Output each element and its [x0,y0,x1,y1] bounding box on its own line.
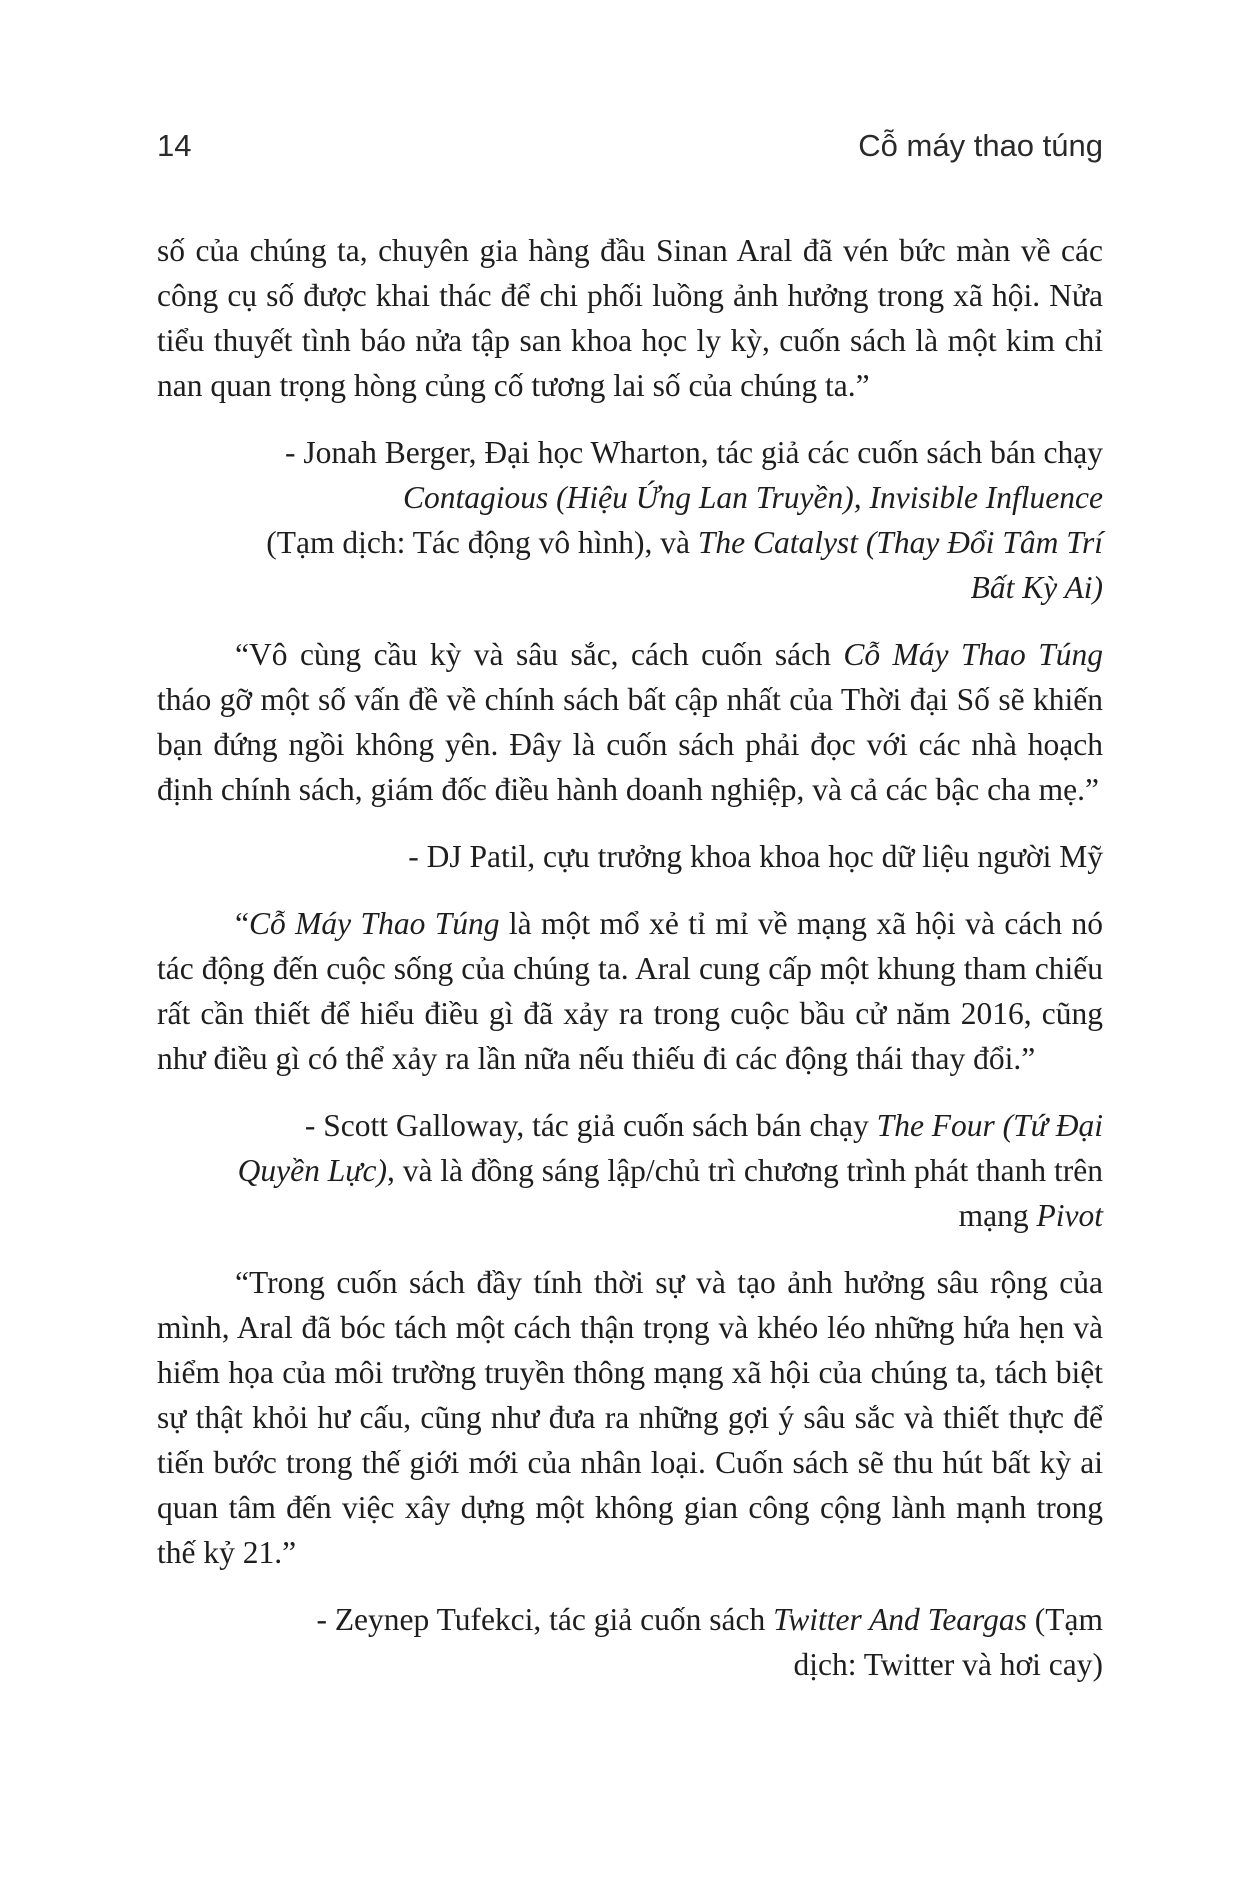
quote-text: là một mổ xẻ tỉ mỉ về mạng xã hội và cách nó tác động đến cuộc sống của chúng ta. Aral cung cấp một khung tham chiếu rất cần thiết để hiểu điều gì đã xảy ra trong cuộc bầu cử năm 2016, cũng như điều gì có thể xảy ra lần nữa nếu thiếu đi các động thái thay đổi.” [157,906,1103,1076]
attribution-text: - Jonah Berger, Đại học Wharton, tác giả các cuốn sách bán chạy [285,435,1103,470]
attribution-dj-patil [157,834,1103,879]
attribution-text: - DJ Patil, cựu trưởng khoa khoa học dữ liệu người Mỹ [408,839,1103,874]
attribution-text: mạng [958,1198,1037,1233]
book-title-italic: Bất Kỳ Ai) [970,570,1103,605]
quote-text: “Vô cùng cầu kỳ và sâu sắc, cách cuốn sách [235,637,844,672]
quote-text: tháo gỡ một số vấn đề về chính sách bất cập nhất của Thời đại Số sẽ khiến bạn đứng ngồi không yên. Đây là cuốn sách phải đọc với các nhà hoạch định chính sách, giám đốc điều hành doanh nghiệp, và cả các bậc cha mẹ.” [157,682,1103,807]
quote-zeynep-tufekci [157,1260,1103,1575]
book-title-italic: Cỗ Máy Thao Túng [843,637,1103,672]
attribution-text: (Tạm dịch: Tác động vô hình), và [266,525,698,560]
attribution-scott-galloway [157,1103,1103,1238]
attribution-text: - Zeynep Tufekci, tác giả cuốn sách [316,1602,774,1637]
quote-scott-galloway [157,901,1103,1081]
attribution-line [157,1103,1103,1148]
attribution-jonah-berger [157,430,1103,610]
quote-text: “ [235,906,249,941]
attribution-text: - Scott Galloway, tác giả cuốn sách bán chạy [304,1108,877,1143]
book-title-italic: Quyền Lực) [237,1153,387,1188]
running-header [157,128,1103,172]
page-number: 14 [157,128,192,163]
page-body [157,228,1103,1687]
attribution-text: dịch: Twitter và hơi cay) [793,1647,1103,1682]
book-title-italic: Pivot [1036,1198,1103,1233]
attribution-line [157,475,1103,520]
attribution-line [157,1193,1103,1238]
attribution-text: (Tạm [1026,1602,1103,1637]
attribution-text: , và là đồng sáng lập/chủ trì chương trình phát thanh trên [386,1153,1103,1188]
attribution-line [157,1642,1103,1687]
attribution-line [157,430,1103,475]
attribution-line [157,1148,1103,1193]
quote-text: “Trong cuốn sách đầy tính thời sự và tạo ảnh hưởng sâu rộng của mình, Aral đã bóc tách một cách thận trọng và khéo léo những hứa hẹn và hiểm họa của môi trường truyền thông mạng xã hội của chúng ta, tách biệt sự thật khỏi hư cấu, cũng như đưa ra những gợi ý sâu sắc và thiết thực để tiến bước trong thế giới mới của nhân loại. Cuốn sách sẽ thu hút bất kỳ ai quan tâm đến việc xây dựng một không gian công cộng lành mạnh trong thế kỷ 21.” [157,1265,1103,1570]
attribution-line [157,565,1103,610]
quote-dj-patil [157,632,1103,812]
attribution-zeynep-tufekci [157,1597,1103,1687]
book-title-italic: The Four (Tứ Đại [876,1108,1103,1143]
quote-continuation [157,228,1103,408]
book-title-italic: Twitter And Teargas [773,1602,1027,1637]
attribution-line [157,520,1103,565]
running-title: Cỗ máy thao túng [858,128,1103,163]
book-title-italic: The Catalyst (Thay Đổi Tâm Trí [697,525,1103,560]
book-title-italic: Cỗ Máy Thao Túng [248,906,500,941]
quote-text: số của chúng ta, chuyên gia hàng đầu Sinan Aral đã vén bức màn về các công cụ số được khai thác để chi phối luồng ảnh hưởng trong xã hội. Nửa tiểu thuyết tình báo nửa tập san khoa học ly kỳ, cuốn sách là một kim chỉ nan quan trọng hòng củng cố tương lai số của chúng ta.” [157,233,1103,403]
attribution-line [157,1597,1103,1642]
book-title-italic: Contagious (Hiệu Ứng Lan Truyền), Invisible Influence [402,480,1103,515]
